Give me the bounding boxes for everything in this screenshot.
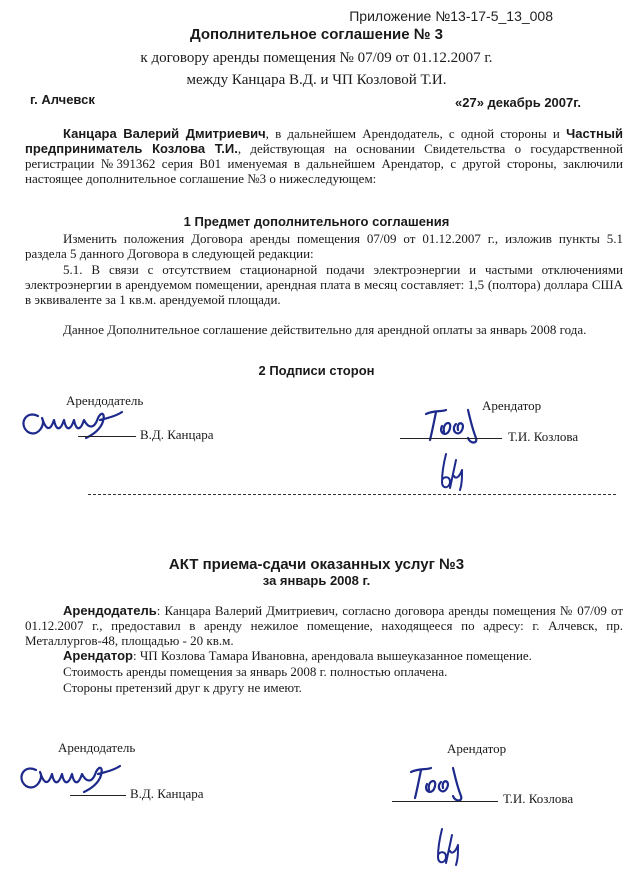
landlord-signature: [16, 402, 126, 447]
act-tenant-name: Т.И. Козлова: [503, 791, 574, 806]
tenant-label: Арендатор: [482, 398, 542, 413]
tenant-handwritten-mark: [436, 450, 466, 497]
act-tenant-handwritten-mark: [432, 825, 462, 874]
landlord-full-name: Канцара Валерий Дмитриевич: [63, 126, 266, 141]
act-title: АКТ приема-сдачи оказанных услуг №3: [168, 556, 465, 573]
act-landlord-paragraph: [25, 603, 623, 648]
act-tenant-key: Арендатор: [63, 648, 133, 663]
landlord-signature-line: [78, 435, 136, 437]
agreement-city: г. Алчевск: [30, 92, 95, 107]
act-landlord-text: : Канцара Валерий Дмитриевич, согласно договора аренды помещения № 07/09 от 01.12.2007 г., предоставил в аренду нежилое помещение, находящееся по адресу: г. Алчевск, пр. Металлургов-48, площадью - 20 кв.м.: [25, 603, 623, 648]
landlord-label: Арендодатель: [66, 393, 144, 408]
tenant-signature: [420, 404, 500, 449]
act-tenant-text: : ЧП Козлова Тамара Ивановна, арендовала вышеуказанное помещение.: [132, 648, 532, 663]
section1-paragraph-2: 5.1. В связи с отсутствием стационарной подачи электроэнергии и частыми отключениями электроэнергии в арендуемом помещении, арендная плата в месяц составляет: 1,5 (полтора) доллара США в эквиваленте за 1 кв.м. арендуемой площади.: [25, 262, 623, 307]
act-landlord-label: Арендодатель: [58, 740, 136, 755]
act-tenant-label: Арендатор: [447, 741, 507, 756]
agreement-intro: [25, 126, 623, 186]
tenant-name: Т.И. Козлова: [508, 429, 579, 444]
agreement-subtitle-1: к договору аренды помещения № 07/09 от 01.12.2007 г.: [140, 50, 493, 66]
act-tenant-signature-line: [392, 800, 498, 802]
section1-paragraph-1: Изменить положения Договора аренды помещения 07/09 от 01.12.2007 г., изложив пункты 5.1 раздела 5 данного Договора в следующей редакции:: [25, 231, 623, 261]
tenant-signature-line: [400, 437, 502, 439]
agreement-date: «27» декабрь 2007г.: [455, 95, 581, 110]
section1-paragraph-3: Данное Дополнительное соглашение действительно для арендной оплаты за январь 2008 года.: [63, 322, 587, 337]
intro-text-2: , действующая на основании Свидетельства о государственной регистрации №391362 серия В01 именуемая в дальнейшем Арендатор, с другой стороны, заключили настоящее дополнительное соглашение №3 о нижеследующем:: [25, 141, 624, 186]
appendix-note: Приложение №13-17-5_13_008: [349, 8, 553, 24]
act-subtitle: за январь 2008 г.: [262, 573, 371, 588]
section2-title: 2 Подписи сторон: [258, 363, 375, 378]
act-cost-line: Стоимость аренды помещения за январь 2008 г. полностью оплачена.: [63, 664, 448, 679]
section1-title: 1 Предмет дополнительного соглашения: [183, 214, 450, 229]
section-divider: [88, 494, 616, 495]
agreement-subtitle-2: между Канцара В.Д. и ЧП Козловой Т.И.: [186, 72, 447, 88]
agreement-title: Дополнительное соглашение № 3: [190, 26, 443, 43]
act-landlord-signature-line: [70, 794, 126, 796]
act-claims-line: Стороны претензий друг к другу не имеют.: [63, 680, 302, 695]
tenant-full-name: Частный предприниматель Козлова Т.И.: [25, 126, 623, 156]
act-tenant-paragraph: [25, 648, 623, 663]
landlord-name: В.Д. Канцара: [140, 427, 214, 442]
intro-text-1: , в дальнейшем Арендодатель, с одной стороны и: [265, 126, 567, 141]
act-landlord-key: Арендодатель: [63, 603, 157, 618]
act-landlord-name: В.Д. Канцара: [130, 786, 204, 801]
